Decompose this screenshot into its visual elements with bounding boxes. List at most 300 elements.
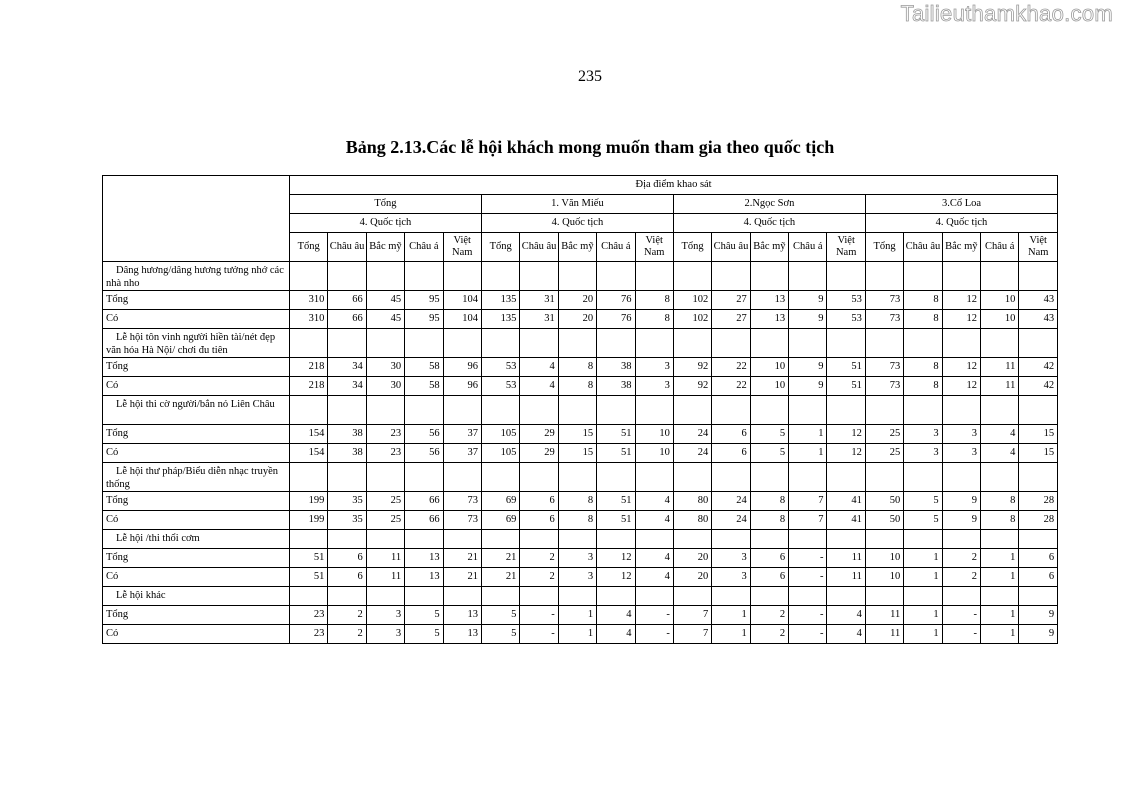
value-cell: 11 bbox=[981, 358, 1019, 377]
row-label: Tổng bbox=[103, 606, 290, 625]
value-cell: 38 bbox=[328, 425, 366, 444]
value-cell: 37 bbox=[443, 425, 481, 444]
empty-cell bbox=[942, 396, 980, 425]
value-cell: 43 bbox=[1019, 291, 1058, 310]
value-cell: 34 bbox=[328, 358, 366, 377]
header-location-label: Địa điểm khao sát bbox=[290, 176, 1058, 195]
value-cell: 105 bbox=[481, 425, 519, 444]
value-cell: 4 bbox=[635, 549, 673, 568]
value-cell: 2 bbox=[328, 625, 366, 644]
value-cell: 92 bbox=[673, 358, 711, 377]
value-cell: 28 bbox=[1019, 492, 1058, 511]
empty-cell bbox=[328, 262, 366, 291]
empty-cell bbox=[904, 463, 942, 492]
empty-cell bbox=[597, 587, 635, 606]
value-cell: 51 bbox=[597, 492, 635, 511]
empty-cell bbox=[366, 262, 404, 291]
value-cell: 6 bbox=[328, 568, 366, 587]
header-group-3: 3.Cổ Loa bbox=[865, 195, 1057, 214]
value-cell: 9 bbox=[942, 492, 980, 511]
value-cell: 1 bbox=[789, 444, 827, 463]
value-cell: 73 bbox=[865, 377, 903, 396]
value-cell: 7 bbox=[673, 606, 711, 625]
value-cell: 25 bbox=[865, 444, 903, 463]
value-cell: 1 bbox=[904, 549, 942, 568]
header-column: Châu á bbox=[981, 233, 1019, 262]
value-cell: 8 bbox=[635, 310, 673, 329]
empty-cell bbox=[789, 587, 827, 606]
value-cell: 7 bbox=[673, 625, 711, 644]
value-cell: 2 bbox=[942, 549, 980, 568]
value-cell: 4 bbox=[827, 625, 865, 644]
value-cell: 8 bbox=[558, 358, 596, 377]
value-cell: 20 bbox=[558, 310, 596, 329]
empty-cell bbox=[405, 262, 443, 291]
empty-cell bbox=[635, 463, 673, 492]
value-cell: 3 bbox=[366, 625, 404, 644]
value-cell: 13 bbox=[405, 568, 443, 587]
empty-cell bbox=[789, 396, 827, 425]
empty-cell bbox=[865, 587, 903, 606]
empty-cell bbox=[1019, 329, 1058, 358]
value-cell: 9 bbox=[789, 310, 827, 329]
value-cell: 10 bbox=[750, 377, 788, 396]
empty-cell bbox=[981, 463, 1019, 492]
empty-cell bbox=[597, 396, 635, 425]
value-cell: 5 bbox=[481, 625, 519, 644]
row-label: Tổng bbox=[103, 549, 290, 568]
value-cell: 45 bbox=[366, 291, 404, 310]
value-cell: 22 bbox=[712, 377, 750, 396]
empty-cell bbox=[366, 329, 404, 358]
empty-cell bbox=[366, 396, 404, 425]
value-cell: 11 bbox=[865, 625, 903, 644]
empty-cell bbox=[597, 463, 635, 492]
empty-cell bbox=[558, 262, 596, 291]
empty-cell bbox=[328, 530, 366, 549]
empty-cell bbox=[635, 530, 673, 549]
header-corner-cell bbox=[103, 176, 290, 262]
value-cell: 73 bbox=[865, 310, 903, 329]
row-label: Có bbox=[103, 625, 290, 644]
empty-cell bbox=[290, 530, 328, 549]
empty-cell bbox=[1019, 396, 1058, 425]
empty-cell bbox=[520, 329, 558, 358]
empty-cell bbox=[597, 329, 635, 358]
value-cell: 30 bbox=[366, 377, 404, 396]
header-column: Bắc mỹ bbox=[366, 233, 404, 262]
empty-cell bbox=[1019, 587, 1058, 606]
value-cell: 6 bbox=[750, 568, 788, 587]
row-label: Tổng bbox=[103, 358, 290, 377]
empty-cell bbox=[750, 530, 788, 549]
value-cell: 12 bbox=[597, 568, 635, 587]
empty-cell bbox=[981, 587, 1019, 606]
empty-cell bbox=[673, 587, 711, 606]
empty-cell bbox=[290, 396, 328, 425]
value-cell: - bbox=[789, 568, 827, 587]
empty-cell bbox=[328, 329, 366, 358]
header-group-2: 2.Ngọc Sơn bbox=[673, 195, 865, 214]
empty-cell bbox=[290, 262, 328, 291]
empty-cell bbox=[827, 530, 865, 549]
header-column: Bắc mỹ bbox=[750, 233, 788, 262]
row-label: Có bbox=[103, 310, 290, 329]
header-column: Châu âu bbox=[904, 233, 942, 262]
value-cell: 3 bbox=[712, 549, 750, 568]
table-body bbox=[103, 262, 1058, 644]
header-column: Châu âu bbox=[328, 233, 366, 262]
value-cell: 42 bbox=[1019, 358, 1058, 377]
value-cell: 12 bbox=[942, 358, 980, 377]
value-cell: 2 bbox=[750, 625, 788, 644]
empty-cell bbox=[827, 587, 865, 606]
value-cell: 37 bbox=[443, 444, 481, 463]
value-cell: 27 bbox=[712, 291, 750, 310]
value-cell: 9 bbox=[942, 511, 980, 530]
table-row bbox=[103, 358, 1058, 377]
value-cell: 50 bbox=[865, 511, 903, 530]
empty-cell bbox=[789, 463, 827, 492]
value-cell: 25 bbox=[865, 425, 903, 444]
value-cell: 6 bbox=[1019, 568, 1058, 587]
empty-cell bbox=[827, 329, 865, 358]
value-cell: 1 bbox=[789, 425, 827, 444]
value-cell: 23 bbox=[366, 425, 404, 444]
table-row bbox=[103, 549, 1058, 568]
value-cell: 42 bbox=[1019, 377, 1058, 396]
empty-cell bbox=[981, 262, 1019, 291]
value-cell: 8 bbox=[750, 511, 788, 530]
value-cell: 76 bbox=[597, 291, 635, 310]
category-row bbox=[103, 463, 1058, 492]
empty-cell bbox=[673, 530, 711, 549]
empty-cell bbox=[366, 530, 404, 549]
value-cell: 73 bbox=[443, 492, 481, 511]
value-cell: 11 bbox=[366, 568, 404, 587]
empty-cell bbox=[827, 396, 865, 425]
value-cell: 218 bbox=[290, 377, 328, 396]
value-cell: 8 bbox=[981, 511, 1019, 530]
value-cell: 3 bbox=[635, 377, 673, 396]
empty-cell bbox=[481, 329, 519, 358]
table-row bbox=[103, 425, 1058, 444]
table-row bbox=[103, 291, 1058, 310]
value-cell: 23 bbox=[290, 606, 328, 625]
empty-cell bbox=[904, 329, 942, 358]
value-cell: 66 bbox=[405, 492, 443, 511]
value-cell: 2 bbox=[520, 568, 558, 587]
value-cell: 53 bbox=[827, 310, 865, 329]
empty-cell bbox=[443, 530, 481, 549]
value-cell: 10 bbox=[750, 358, 788, 377]
value-cell: 27 bbox=[712, 310, 750, 329]
value-cell: 41 bbox=[827, 511, 865, 530]
empty-cell bbox=[865, 262, 903, 291]
value-cell: 23 bbox=[290, 625, 328, 644]
header-column: Việt Nam bbox=[827, 233, 865, 262]
value-cell: 9 bbox=[789, 358, 827, 377]
value-cell: 15 bbox=[1019, 425, 1058, 444]
empty-cell bbox=[520, 587, 558, 606]
value-cell: 20 bbox=[558, 291, 596, 310]
value-cell: 8 bbox=[558, 377, 596, 396]
empty-cell bbox=[443, 329, 481, 358]
value-cell: 51 bbox=[290, 549, 328, 568]
value-cell: - bbox=[789, 625, 827, 644]
empty-cell bbox=[942, 329, 980, 358]
empty-cell bbox=[1019, 530, 1058, 549]
value-cell: 13 bbox=[443, 606, 481, 625]
value-cell: 5 bbox=[481, 606, 519, 625]
empty-cell bbox=[712, 262, 750, 291]
empty-cell bbox=[481, 530, 519, 549]
value-cell: 6 bbox=[520, 511, 558, 530]
empty-cell bbox=[558, 329, 596, 358]
value-cell: 21 bbox=[481, 549, 519, 568]
row-label: Có bbox=[103, 511, 290, 530]
table-row bbox=[103, 606, 1058, 625]
value-cell: 218 bbox=[290, 358, 328, 377]
empty-cell bbox=[558, 587, 596, 606]
value-cell: 105 bbox=[481, 444, 519, 463]
value-cell: 1 bbox=[558, 606, 596, 625]
value-cell: 9 bbox=[789, 377, 827, 396]
value-cell: 24 bbox=[712, 492, 750, 511]
value-cell: 2 bbox=[942, 568, 980, 587]
value-cell: 25 bbox=[366, 511, 404, 530]
category-row bbox=[103, 262, 1058, 291]
empty-cell bbox=[942, 262, 980, 291]
value-cell: 80 bbox=[673, 511, 711, 530]
empty-cell bbox=[712, 587, 750, 606]
value-cell: 9 bbox=[1019, 625, 1058, 644]
empty-cell bbox=[597, 262, 635, 291]
value-cell: 34 bbox=[328, 377, 366, 396]
empty-cell bbox=[481, 262, 519, 291]
header-column: Châu á bbox=[789, 233, 827, 262]
value-cell: 31 bbox=[520, 310, 558, 329]
empty-cell bbox=[328, 396, 366, 425]
value-cell: 5 bbox=[904, 492, 942, 511]
value-cell: 35 bbox=[328, 511, 366, 530]
value-cell: - bbox=[789, 549, 827, 568]
value-cell: 4 bbox=[597, 625, 635, 644]
empty-cell bbox=[597, 530, 635, 549]
value-cell: 20 bbox=[673, 549, 711, 568]
value-cell: 43 bbox=[1019, 310, 1058, 329]
empty-cell bbox=[405, 463, 443, 492]
value-cell: 69 bbox=[481, 511, 519, 530]
watermark: Tailieuthamkhao.com bbox=[900, 1, 1113, 26]
value-cell: 53 bbox=[481, 377, 519, 396]
value-cell: 73 bbox=[443, 511, 481, 530]
category-row bbox=[103, 587, 1058, 606]
value-cell: 8 bbox=[904, 377, 942, 396]
header-group-0: Tổng bbox=[290, 195, 482, 214]
value-cell: 10 bbox=[865, 568, 903, 587]
empty-cell bbox=[750, 396, 788, 425]
empty-cell bbox=[635, 262, 673, 291]
value-cell: 3 bbox=[942, 425, 980, 444]
value-cell: 102 bbox=[673, 291, 711, 310]
value-cell: 12 bbox=[942, 310, 980, 329]
category-row bbox=[103, 396, 1058, 425]
value-cell: 10 bbox=[865, 549, 903, 568]
value-cell: 21 bbox=[481, 568, 519, 587]
value-cell: 38 bbox=[328, 444, 366, 463]
value-cell: 73 bbox=[865, 358, 903, 377]
value-cell: 4 bbox=[827, 606, 865, 625]
value-cell: 6 bbox=[750, 549, 788, 568]
table-header bbox=[103, 176, 1058, 262]
value-cell: 51 bbox=[827, 358, 865, 377]
value-cell: 6 bbox=[520, 492, 558, 511]
value-cell: 8 bbox=[635, 291, 673, 310]
value-cell: 12 bbox=[597, 549, 635, 568]
value-cell: 66 bbox=[328, 291, 366, 310]
value-cell: 5 bbox=[750, 425, 788, 444]
table-row bbox=[103, 568, 1058, 587]
value-cell: 104 bbox=[443, 291, 481, 310]
empty-cell bbox=[904, 530, 942, 549]
value-cell: 154 bbox=[290, 425, 328, 444]
value-cell: 3 bbox=[366, 606, 404, 625]
value-cell: 28 bbox=[1019, 511, 1058, 530]
value-cell: 135 bbox=[481, 310, 519, 329]
row-label: Tổng bbox=[103, 492, 290, 511]
value-cell: 35 bbox=[328, 492, 366, 511]
value-cell: 29 bbox=[520, 425, 558, 444]
value-cell: 51 bbox=[597, 444, 635, 463]
value-cell: 24 bbox=[673, 444, 711, 463]
header-column: Châu á bbox=[597, 233, 635, 262]
header-column: Tổng bbox=[290, 233, 328, 262]
value-cell: - bbox=[789, 606, 827, 625]
empty-cell bbox=[290, 587, 328, 606]
value-cell: - bbox=[942, 625, 980, 644]
value-cell: 3 bbox=[904, 425, 942, 444]
value-cell: 56 bbox=[405, 425, 443, 444]
value-cell: 1 bbox=[981, 568, 1019, 587]
value-cell: 20 bbox=[673, 568, 711, 587]
value-cell: - bbox=[520, 606, 558, 625]
value-cell: 4 bbox=[981, 425, 1019, 444]
value-cell: 9 bbox=[1019, 606, 1058, 625]
value-cell: 8 bbox=[750, 492, 788, 511]
empty-cell bbox=[635, 587, 673, 606]
header-column: Bắc mỹ bbox=[558, 233, 596, 262]
table-row bbox=[103, 377, 1058, 396]
value-cell: 3 bbox=[635, 358, 673, 377]
value-cell: 6 bbox=[1019, 549, 1058, 568]
value-cell: 1 bbox=[904, 606, 942, 625]
value-cell: 10 bbox=[635, 425, 673, 444]
empty-cell bbox=[481, 587, 519, 606]
empty-cell bbox=[789, 262, 827, 291]
empty-cell bbox=[750, 262, 788, 291]
value-cell: 6 bbox=[712, 425, 750, 444]
value-cell: 8 bbox=[904, 291, 942, 310]
value-cell: 1 bbox=[981, 625, 1019, 644]
empty-cell bbox=[443, 463, 481, 492]
value-cell: 3 bbox=[558, 549, 596, 568]
header-column: Tổng bbox=[673, 233, 711, 262]
empty-cell bbox=[635, 329, 673, 358]
value-cell: 50 bbox=[865, 492, 903, 511]
category-name: Lễ hội tôn vinh người hiền tài/nét đẹp văn hóa Hà Nội/ chơi đu tiên bbox=[103, 329, 290, 358]
empty-cell bbox=[942, 530, 980, 549]
value-cell: - bbox=[520, 625, 558, 644]
value-cell: 154 bbox=[290, 444, 328, 463]
table-row bbox=[103, 310, 1058, 329]
value-cell: 2 bbox=[750, 606, 788, 625]
header-column: Châu á bbox=[405, 233, 443, 262]
value-cell: 1 bbox=[904, 625, 942, 644]
value-cell: 58 bbox=[405, 377, 443, 396]
empty-cell bbox=[712, 396, 750, 425]
value-cell: 53 bbox=[481, 358, 519, 377]
empty-cell bbox=[290, 329, 328, 358]
value-cell: 5 bbox=[405, 606, 443, 625]
value-cell: 96 bbox=[443, 377, 481, 396]
value-cell: 7 bbox=[789, 511, 827, 530]
value-cell: 66 bbox=[405, 511, 443, 530]
empty-cell bbox=[789, 329, 827, 358]
value-cell: 21 bbox=[443, 568, 481, 587]
value-cell: 76 bbox=[597, 310, 635, 329]
value-cell: 3 bbox=[558, 568, 596, 587]
value-cell: 23 bbox=[366, 444, 404, 463]
value-cell: 8 bbox=[904, 310, 942, 329]
empty-cell bbox=[443, 587, 481, 606]
empty-cell bbox=[865, 530, 903, 549]
value-cell: 5 bbox=[405, 625, 443, 644]
value-cell: 51 bbox=[827, 377, 865, 396]
empty-cell bbox=[827, 262, 865, 291]
empty-cell bbox=[405, 587, 443, 606]
value-cell: 310 bbox=[290, 291, 328, 310]
empty-cell bbox=[865, 396, 903, 425]
value-cell: 11 bbox=[366, 549, 404, 568]
value-cell: 38 bbox=[597, 377, 635, 396]
header-column: Bắc mỹ bbox=[942, 233, 980, 262]
value-cell: 310 bbox=[290, 310, 328, 329]
value-cell: 2 bbox=[328, 606, 366, 625]
category-name: Lễ hội /thi thổi cơm bbox=[103, 530, 290, 549]
empty-cell bbox=[1019, 463, 1058, 492]
empty-cell bbox=[328, 463, 366, 492]
value-cell: 4 bbox=[635, 568, 673, 587]
value-cell: 45 bbox=[366, 310, 404, 329]
value-cell: 13 bbox=[750, 291, 788, 310]
value-cell: 7 bbox=[789, 492, 827, 511]
value-cell: 4 bbox=[635, 492, 673, 511]
header-column: Việt Nam bbox=[443, 233, 481, 262]
value-cell: 199 bbox=[290, 511, 328, 530]
value-cell: - bbox=[942, 606, 980, 625]
value-cell: 15 bbox=[1019, 444, 1058, 463]
value-cell: 3 bbox=[904, 444, 942, 463]
header-nationality-3: 4. Quốc tịch bbox=[865, 214, 1057, 233]
header-column: Việt Nam bbox=[635, 233, 673, 262]
value-cell: 12 bbox=[827, 444, 865, 463]
value-cell: 12 bbox=[942, 291, 980, 310]
value-cell: 15 bbox=[558, 425, 596, 444]
empty-cell bbox=[981, 329, 1019, 358]
value-cell: 4 bbox=[520, 358, 558, 377]
empty-cell bbox=[673, 396, 711, 425]
